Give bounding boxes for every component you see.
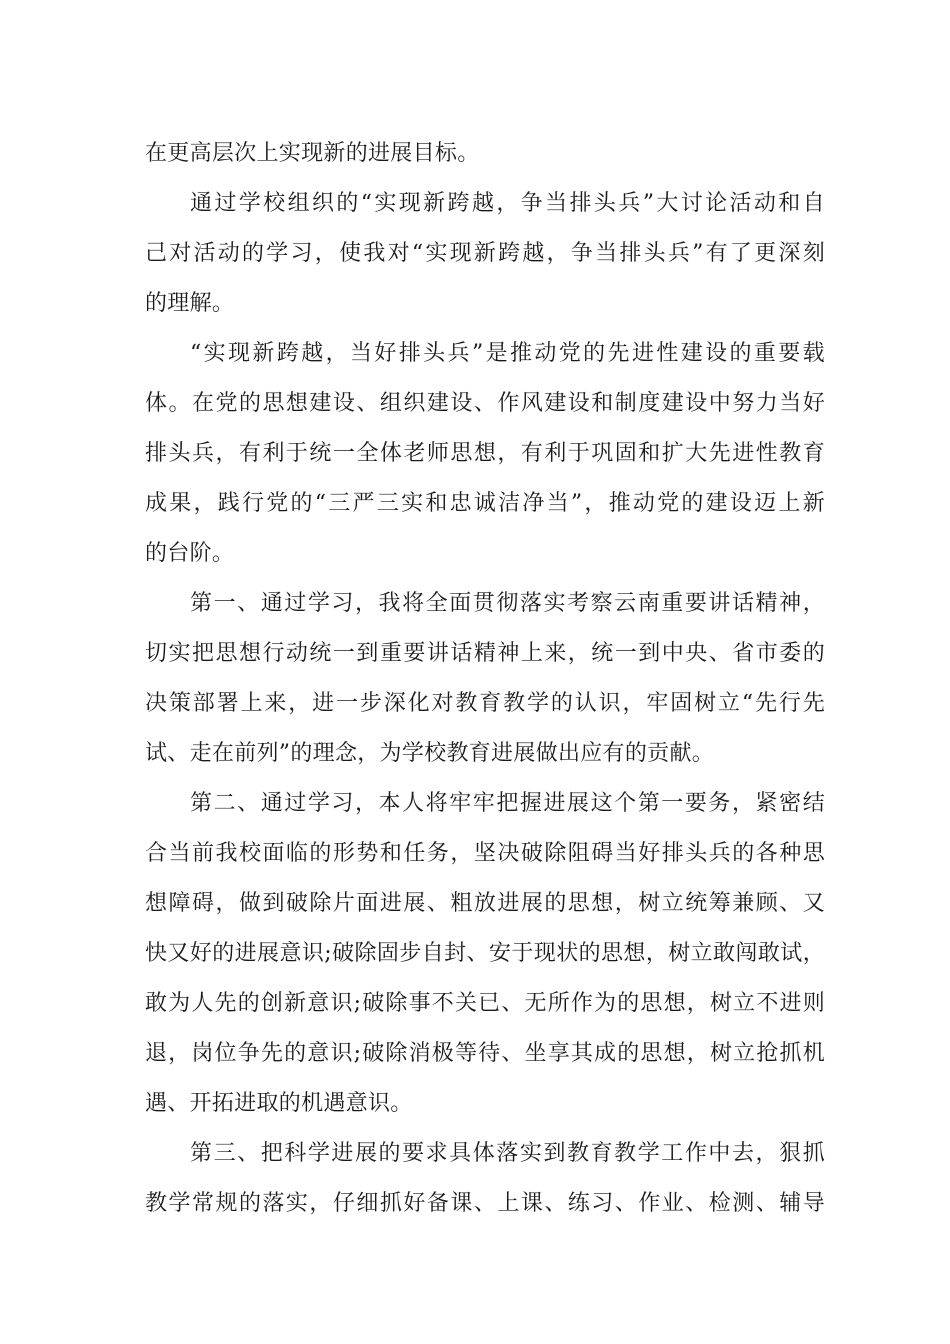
- text-line: 合当前我校面临的形势和任务，坚决破除阻碍当好排头兵的各种思: [145, 841, 825, 866]
- text-line: 体。在党的思想建设、组织建设、作风建设和制度建设中努力当好: [145, 391, 825, 416]
- text-line: 排头兵，有利于统一全体老师思想，有利于巩固和扩大先进性教育: [145, 441, 825, 466]
- text-line: 教学常规的落实，仔细抓好备课、上课、练习、作业、检测、辅导: [145, 1191, 825, 1216]
- text-line: 切实把思想行动统一到重要讲话精神上来，统一到中央、省市委的: [145, 641, 825, 666]
- text-line: 试、走在前列”的理念，为学校教育进展做出应有的贡献。: [145, 741, 715, 766]
- text-line: 决策部署上来，进一步深化对教育教学的认识，牢固树立“先行先: [145, 691, 825, 716]
- paragraph: [145, 579, 825, 779]
- text-line: 成果，践行党的“三严三实和忠诚洁净当”，推动党的建设迈上新: [145, 491, 825, 516]
- text-line: 己对活动的学习，使我对“实现新跨越，争当排头兵”有了更深刻: [145, 241, 825, 266]
- paragraph: [145, 779, 825, 1129]
- text-line: 快又好的进展意识;破除固步自封、安于现状的思想，树立敢闯敢试，: [145, 941, 825, 966]
- text-line: 的台阶。: [145, 541, 235, 566]
- text-line: 第三、把科学进展的要求具体落实到教育教学工作中去，狠抓: [190, 1141, 825, 1166]
- text-line: 的理解。: [145, 291, 235, 316]
- text-line: 退，岗位争先的意识;破除消极等待、坐享其成的思想，树立抢抓机: [145, 1041, 825, 1066]
- text-line: 遇、开拓进取的机遇意识。: [145, 1091, 413, 1116]
- paragraph: [145, 179, 825, 329]
- paragraph: [145, 1129, 825, 1229]
- text-line: 在更高层次上实现新的进展目标。: [145, 141, 480, 166]
- text-line: 通过学校组织的“实现新跨越，争当排头兵”大讨论活动和自: [190, 191, 825, 216]
- text-line: 敢为人先的创新意识;破除事不关已、无所作为的思想，树立不进则: [145, 991, 825, 1016]
- text-line: 第二、通过学习，本人将牢牢把握进展这个第一要务，紧密结: [190, 791, 825, 816]
- paragraph: [145, 129, 825, 179]
- document-body: [145, 129, 825, 1229]
- paragraph: [145, 329, 825, 579]
- text-line: 想障碍，做到破除片面进展、粗放进展的思想，树立统筹兼顾、又: [145, 891, 825, 916]
- text-line: 第一、通过学习，我将全面贯彻落实考察云南重要讲话精神，: [190, 591, 825, 616]
- text-line: “实现新跨越，当好排头兵”是推动党的先进性建设的重要载: [190, 341, 825, 366]
